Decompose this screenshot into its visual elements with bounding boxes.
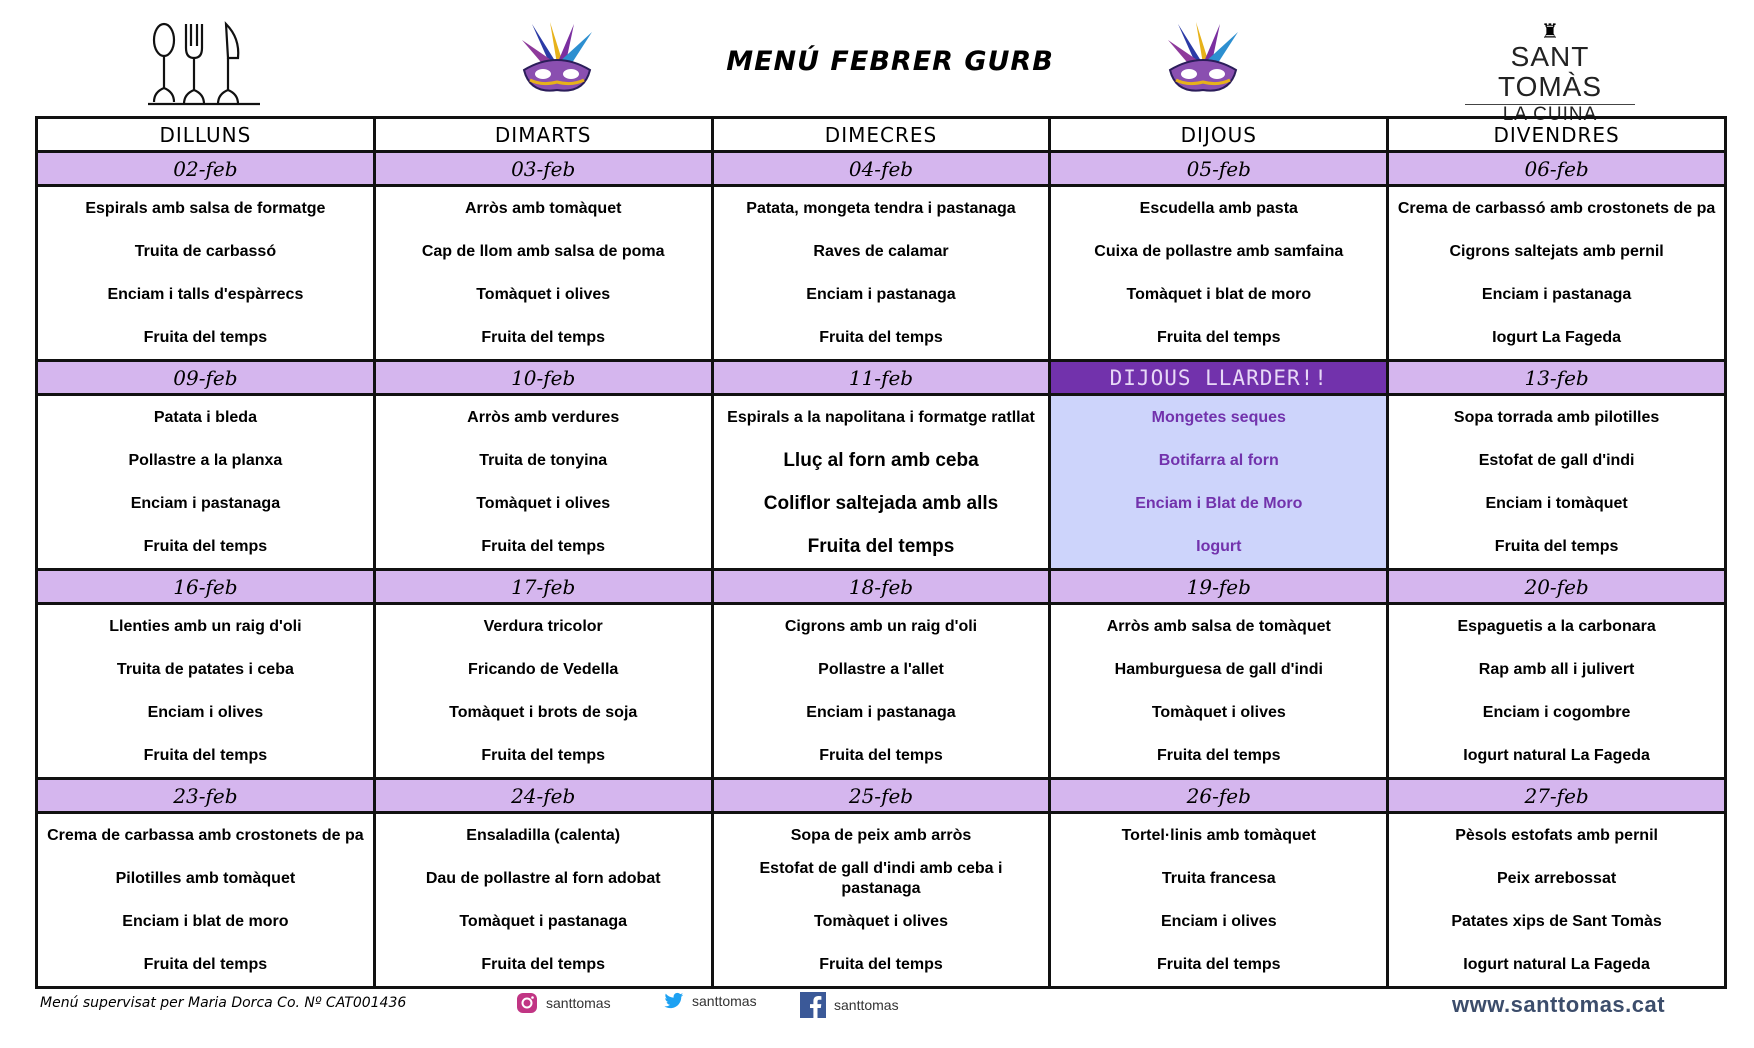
day-menu-cell [1050, 604, 1388, 779]
dish-list [1389, 396, 1724, 568]
dish-list [714, 396, 1049, 568]
carnival-mask-icon [1158, 20, 1248, 106]
day-menu-cell [37, 186, 375, 361]
dish-item: Fruita del temps [807, 535, 955, 557]
dish-item: Iogurt La Fageda [1492, 328, 1622, 346]
day-menu-cell [374, 604, 712, 779]
date-cell: 23-feb [37, 779, 375, 813]
meal-row [37, 604, 1726, 779]
brand-logo [1455, 22, 1645, 125]
dish-item: Dau de pollastre al forn adobat [425, 869, 661, 887]
dish-item: Peix arrebossat [1497, 869, 1617, 887]
dish-list [38, 605, 373, 777]
dish-item: Enciam i pastanaga [806, 285, 956, 303]
dish-item: Fruita del temps [143, 955, 268, 973]
facebook-icon [800, 992, 826, 1018]
dish-item: Pollastre a la planxa [128, 451, 283, 469]
facebook-handle: santtomas [834, 997, 899, 1013]
dish-item: Enciam i blat de moro [122, 912, 289, 930]
dish-list [1051, 605, 1386, 777]
dish-item: Enciam i pastanaga [1481, 285, 1632, 303]
date-cell: 18-feb [712, 570, 1050, 604]
dish-item: Truita de carbassó [134, 242, 277, 260]
dish-item: Fruita del temps [143, 328, 268, 346]
date-cell: 20-feb [1388, 570, 1726, 604]
dish-item: Ensaladilla (calenta) [466, 826, 621, 844]
dish-item: Fruita del temps [481, 746, 605, 764]
day-menu-cell [712, 395, 1050, 570]
dish-item: Tortel·linis amb tomàquet [1121, 826, 1316, 844]
day-menu-cell [712, 813, 1050, 988]
dish-item: Patata, mongeta tendra i pastanaga [746, 199, 1016, 217]
supervision-note: Menú supervisat per Maria Dorca Co. Nº CAT001436 [40, 995, 407, 1011]
weekday-header-row [37, 118, 1726, 152]
dish-item: Enciam i olives [1160, 912, 1277, 930]
dish-item: Tomàquet i brots de soja [449, 703, 638, 721]
dish-item: Estofat de gall d'indi amb ceba i pastanaga [759, 859, 1003, 897]
dish-item: Fruita del temps [1157, 955, 1281, 973]
twitter-icon [664, 992, 684, 1010]
dish-item: Coliflor saltejada amb alls [763, 492, 999, 514]
dish-item: Patata i bleda [153, 408, 257, 426]
day-menu-cell [374, 186, 712, 361]
day-menu-cell [1388, 395, 1726, 570]
dish-item: Tomàquet i pastanaga [459, 912, 628, 930]
twitter-handle: santtomas [692, 993, 757, 1009]
dish-list [376, 814, 711, 986]
dish-item: Crema de carbassa amb crostonets de pa [47, 826, 364, 844]
date-cell: 06-feb [1388, 152, 1726, 186]
page-title: MENÚ FEBRER GURB [726, 46, 1054, 77]
dish-list [714, 814, 1049, 986]
brand-subtitle: LA CUINA [1465, 104, 1635, 125]
dish-item: Llenties amb un raig d'oli [109, 617, 302, 635]
dish-item: Enciam i talls d'espàrrecs [107, 285, 304, 303]
date-row [37, 779, 1726, 813]
dish-item: Pilotilles amb tomàquet [115, 869, 296, 887]
dish-item: Arròs amb salsa de tomàquet [1106, 617, 1331, 635]
dish-item: Fruita del temps [481, 328, 605, 346]
dish-item: Espaguetis a la carbonara [1457, 617, 1656, 635]
dish-item: Fruita del temps [143, 537, 268, 555]
dish-item: Enciam i Blat de Moro [1135, 494, 1303, 512]
dish-item: Iogurt natural La Fageda [1463, 955, 1650, 973]
dish-item: Enciam i pastanaga [130, 494, 281, 512]
dish-item: Rap amb all i julivert [1478, 660, 1635, 678]
date-cell: 03-feb [374, 152, 712, 186]
dish-item: Arròs amb tomàquet [464, 199, 622, 217]
dish-item: Fruita del temps [819, 328, 943, 346]
dish-item: Estofat de gall d'indi [1478, 451, 1635, 469]
dish-item: Fruita del temps [1494, 537, 1619, 555]
dish-item: Fruita del temps [481, 537, 605, 555]
day-menu-cell [374, 395, 712, 570]
day-menu-cell [37, 813, 375, 988]
dish-item: Espirals amb salsa de formatge [85, 199, 326, 217]
dish-item: Verdura tricolor [483, 617, 603, 635]
dish-item: Fruita del temps [143, 746, 268, 764]
dish-item: Cigrons amb un raig d'oli [784, 617, 978, 635]
date-cell: 16-feb [37, 570, 375, 604]
dish-item: Pollastre a l'allet [818, 660, 944, 678]
dish-item: Sopa torrada amb pilotilles [1453, 408, 1660, 426]
dish-list [1051, 187, 1386, 359]
day-menu-cell [1388, 186, 1726, 361]
day-menu-cell [37, 604, 375, 779]
page-header [0, 0, 1754, 125]
social-instagram[interactable] [516, 992, 611, 1014]
social-facebook[interactable] [800, 992, 899, 1018]
day-menu-cell [1050, 813, 1388, 988]
dish-list [1051, 814, 1386, 986]
date-cell: 27-feb [1388, 779, 1726, 813]
dish-item: Fricando de Vedella [468, 660, 619, 678]
dish-item: Crema de carbassó amb crostonets de pa [1397, 199, 1716, 217]
meal-row [37, 813, 1726, 988]
dish-list [714, 605, 1049, 777]
date-cell: 25-feb [712, 779, 1050, 813]
dish-item: Truita francesa [1161, 869, 1276, 887]
date-cell: 02-feb [37, 152, 375, 186]
dish-item: Cigrons saltejats amb pernil [1449, 242, 1664, 260]
dish-list [376, 187, 711, 359]
dish-list [38, 814, 373, 986]
dish-item: Enciam i pastanaga [806, 703, 956, 721]
dish-item: Espirals a la napolitana i formatge ratllat [727, 408, 1035, 426]
dish-item: Iogurt [1196, 537, 1242, 555]
dish-item: Truita de tonyina [479, 451, 608, 469]
dish-list [38, 396, 373, 568]
carnival-mask-icon [512, 20, 602, 106]
day-menu-cell [37, 395, 375, 570]
dish-item: Cuixa de pollastre amb samfaina [1094, 242, 1344, 260]
dish-list [38, 187, 373, 359]
weekday-header: DIMARTS [374, 118, 712, 152]
weekday-header: DIMECRES [712, 118, 1050, 152]
day-menu-cell [712, 186, 1050, 361]
date-cell: 17-feb [374, 570, 712, 604]
dish-item: Mongetes seques [1151, 408, 1286, 426]
castle-icon: ♜ [1541, 21, 1559, 43]
dish-item: Enciam i olives [147, 703, 264, 721]
dish-item: Patates xips de Sant Tomàs [1451, 912, 1662, 930]
dish-item: Fruita del temps [1157, 746, 1281, 764]
weekday-header: DIVENDRES [1388, 118, 1726, 152]
date-cell: 05-feb [1050, 152, 1388, 186]
dish-item: Enciam i cogombre [1482, 703, 1631, 721]
dish-list [1051, 396, 1386, 568]
date-cell: 19-feb [1050, 570, 1388, 604]
dish-item: Truita de patates i ceba [116, 660, 294, 678]
day-menu-cell [1050, 186, 1388, 361]
day-menu-cell [374, 813, 712, 988]
dish-item: Tomàquet i olives [814, 912, 948, 930]
date-row [37, 361, 1726, 395]
dish-item: Tomàquet i olives [1151, 703, 1286, 721]
dish-list [1389, 605, 1724, 777]
date-cell: 24-feb [374, 779, 712, 813]
weekday-header: DIJOUS [1050, 118, 1388, 152]
date-cell: 09-feb [37, 361, 375, 395]
dish-list [714, 187, 1049, 359]
date-row [37, 152, 1726, 186]
dish-item: Hamburguesa de gall d'indi [1114, 660, 1323, 678]
website-link[interactable]: www.santtomas.cat [1452, 992, 1666, 1017]
instagram-handle: santtomas [546, 995, 611, 1011]
dish-item: Escudella amb pasta [1139, 199, 1298, 217]
dish-item: Fruita del temps [819, 746, 943, 764]
dish-item: Tomàquet i blat de moro [1126, 285, 1312, 303]
dish-item: Raves de calamar [813, 242, 949, 260]
social-twitter[interactable] [664, 992, 757, 1010]
weekday-header: DILLUNS [37, 118, 375, 152]
date-cell: 10-feb [374, 361, 712, 395]
meal-row [37, 395, 1726, 570]
menu-table [35, 116, 1727, 989]
date-cell: 11-feb [712, 361, 1050, 395]
dish-item: Iogurt natural La Fageda [1463, 746, 1650, 764]
dish-item: Lluç al forn amb ceba [783, 449, 979, 471]
dish-list [1389, 814, 1724, 986]
day-menu-cell [1050, 395, 1388, 570]
date-cell: 04-feb [712, 152, 1050, 186]
dish-item: Fruita del temps [481, 955, 605, 973]
dish-item: Tomàquet i olives [476, 494, 611, 512]
meal-row [37, 186, 1726, 361]
date-cell: 13-feb [1388, 361, 1726, 395]
page-footer [0, 990, 1754, 1048]
dish-item: Sopa de peix amb arròs [790, 826, 972, 844]
dish-list [1389, 187, 1724, 359]
day-menu-cell [712, 604, 1050, 779]
special-day-header: DIJOUS LLARDER!! [1050, 361, 1388, 395]
date-cell: 26-feb [1050, 779, 1388, 813]
dish-item: Enciam i tomàquet [1485, 494, 1628, 512]
dish-item: Arròs amb verdures [467, 408, 620, 426]
day-menu-cell [1388, 604, 1726, 779]
instagram-icon [516, 992, 538, 1014]
dish-item: Botifarra al forn [1158, 451, 1279, 469]
dish-item: Fruita del temps [819, 955, 943, 973]
cutlery-icon [148, 18, 260, 106]
dish-list [376, 605, 711, 777]
dish-item: Tomàquet i olives [476, 285, 611, 303]
dish-item: Cap de llom amb salsa de poma [421, 242, 665, 260]
dish-item: Fruita del temps [1157, 328, 1281, 346]
day-menu-cell [1388, 813, 1726, 988]
date-row [37, 570, 1726, 604]
dish-list [376, 396, 711, 568]
brand-name: SANT TOMÀS [1497, 41, 1603, 102]
menu-body [37, 152, 1726, 988]
dish-item: Pèsols estofats amb pernil [1455, 826, 1658, 844]
